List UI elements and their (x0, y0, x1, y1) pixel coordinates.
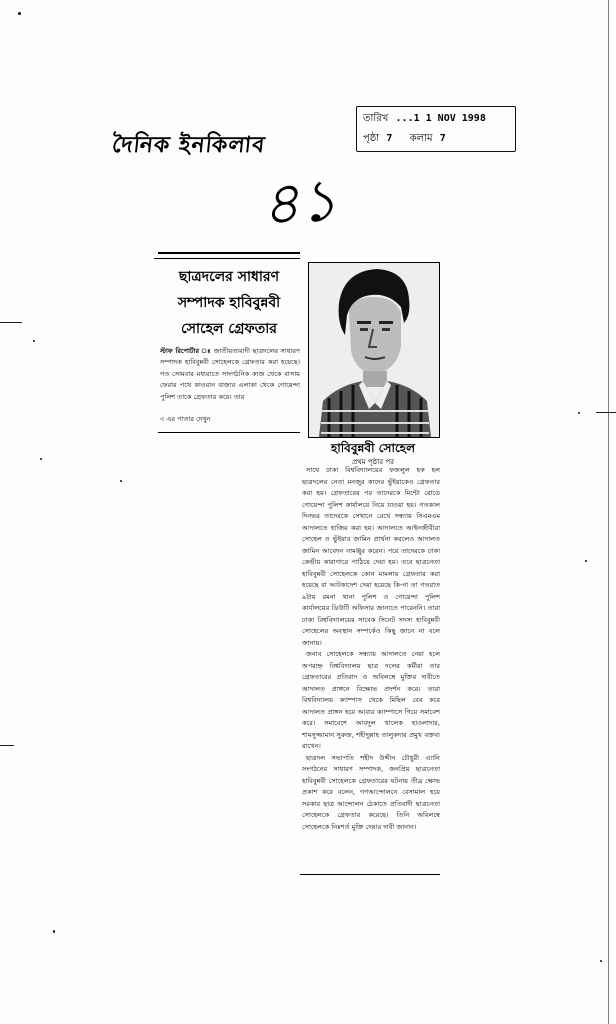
scan-edge-line (608, 0, 609, 1024)
scan-speck (33, 340, 35, 342)
portrait-image (309, 263, 439, 437)
stamp-date-row (363, 109, 509, 129)
scan-edge-mark (596, 412, 616, 413)
scan-edge-mark (0, 322, 22, 323)
stamp-column-label: কলাম (409, 133, 433, 144)
handwritten-number: ৪১ (259, 165, 340, 239)
continuation-note: ৩ এর পাতার দেখুন (160, 415, 211, 423)
body-paragraph: ছাত্রদল সভাপতি শহীদ উদ্দীন চৌধুরী এ্যানি সংগঠনের সাধারণ সম্পাদক, জনপ্রিয় ছাত্রনেতা হাবিবুন্নবী সোহেলকে গ্রেফতারের ঘটনায় তীব্র ক্ষোভ প্রকাশ করে বলেন, গণআন্দোলনে বেসামাল হয়ে সরকার ছাত্র আন্দোলন ঠেকাতে প্রতিবাদী ছাত্রনেতা সোহেলকে গ্রেফতার করেছে। তিনি অবিলম্বে সোহেলকে নিঃশর্ত মুক্তি দেয়ার দাবী জানান। (302, 753, 440, 831)
scan-speck (40, 458, 42, 460)
scan-speck (18, 12, 21, 15)
photo-subcaption: প্রথম পৃষ্ঠার পর (352, 458, 394, 466)
headline-rule (154, 258, 300, 259)
article-byline: স্টাফ রিপোর্টার ঃ (160, 347, 212, 355)
scan-speck (578, 412, 580, 414)
headline-line-1: ছাত্রদলের সাধারণ (178, 269, 280, 285)
stamp-column-value: 7 (439, 133, 446, 144)
article-headline (158, 264, 300, 342)
article-lead-text: জাতীয়তাবাদী ছাত্রদলের সাধারণ সম্পাদক হাবিবুন্নবী সোহেলকে গ্রেফতার করা হয়েছে। গত সোমবার মধ্যরাতে সাংগঠনিক কাজ থেকে বাসায় ফেরার পথে কাওরান বাজার এলাকা থেকে গোয়েন্দা পুলিশ তাকে গ্রেফতার করে। তার (160, 347, 300, 401)
stamp-date-label: তারিখ (363, 113, 389, 124)
scan-speck (120, 480, 122, 482)
body-paragraph: সাথে ঢাকা বিশ্ববিদ্যালয়ের ফজলুল হক হল ছাত্রদলের নেতা মনজুর কাদের ভুঁইয়াকেও গ্রেফতার করা হয়। গ্রেফতারের পর তাদেরকে মিন্টো রোডে গোয়েন্দা পুলিশ কার্যালয়ে নিয়ে যাওয়া হয়। গতকাল দিনভর তাদেরকে সেখানে রেখে সন্ধ্যায় সিএমএম আদালতে হাজির করা হয়। আদালতে আইনজীবীরা সোহেল ও ভুঁইয়ার জামিন প্রার্থনা করলেও আদালত জামিন আবেদন নামঞ্জুর করেন। পরে তাদেরকে ঢাকা কেন্দ্রীয় কারাগারে পাঠিয়ে দেয়া হয়। তবে ছাত্রনেতা হাবিবুন্নবী সোহেলকে কোন মামলায় গ্রেফতার করা হয়েছে বা আটকাদেশ দেয়া হয়েছে কি-না তা গতরাত ৯টায় রমনা থানা পুলিশ ও গোয়েন্দা পুলিশ কার্যালয়ের ডিউটি অফিসার জানাতে পারেননি। তারা ঢাকা বিশ্ববিদ্যালয়ের সাবেক সিনেট সদস্য হাবিবুন্নবী সোহেলের অবস্থান সম্পর্কেও কিছু জানে না বলে জানায়। (302, 466, 440, 647)
stamp-page-row (363, 129, 509, 149)
article-continued-body (302, 465, 440, 870)
headline-line-3: সোহেল গ্রেফতার (181, 321, 277, 337)
article-end-rule (300, 874, 440, 875)
headline-line-2: সম্পাদক হাবিবুন্নবী (177, 295, 281, 311)
body-paragraph: জনাব সোহেলকে সন্ধ্যায় আদালতে নেয়া হলে অপরাহ্ন বিশ্ববিদ্যালয় ছাত্র দলের কর্মীরা তার গ্রেফতারের প্রতিবাদ ও অবিলম্বে মুক্তির দাবীতে আদালত প্রাঙ্গনে বিক্ষোভ প্রদর্শন করে। তারা বিশ্ববিদ্যালয় ক্যাম্পাস থেকে মিছিল বের করে আদালত প্রাঙ্গন হয়ে আবার ক্যাম্পাসে গিয়ে সমাবেশ করে। সমাবেশে আবদুল খালেক হাওলাদার, শামসুজ্জামান সুরুজ, শহীদুল্লাহ তালুকদার প্রমুখ বক্তব্য রাখেন। (302, 650, 440, 750)
scan-speck (600, 960, 602, 962)
stamp-page-value: 7 (386, 133, 393, 144)
newspaper-masthead: দৈনিক ইনকিলাব (110, 132, 267, 158)
scan-speck (585, 560, 587, 562)
photo-caption: হাবিবুন্নবী সোহেল (330, 441, 416, 455)
stamp-page-label: পৃষ্ঠা (363, 133, 380, 144)
date-stamp (356, 106, 516, 152)
scan-edge-mark (0, 745, 14, 746)
scan-speck (53, 930, 55, 933)
stamp-date-value: ...1 1 NOV 1998 (395, 113, 486, 124)
portrait-photo (308, 262, 440, 438)
